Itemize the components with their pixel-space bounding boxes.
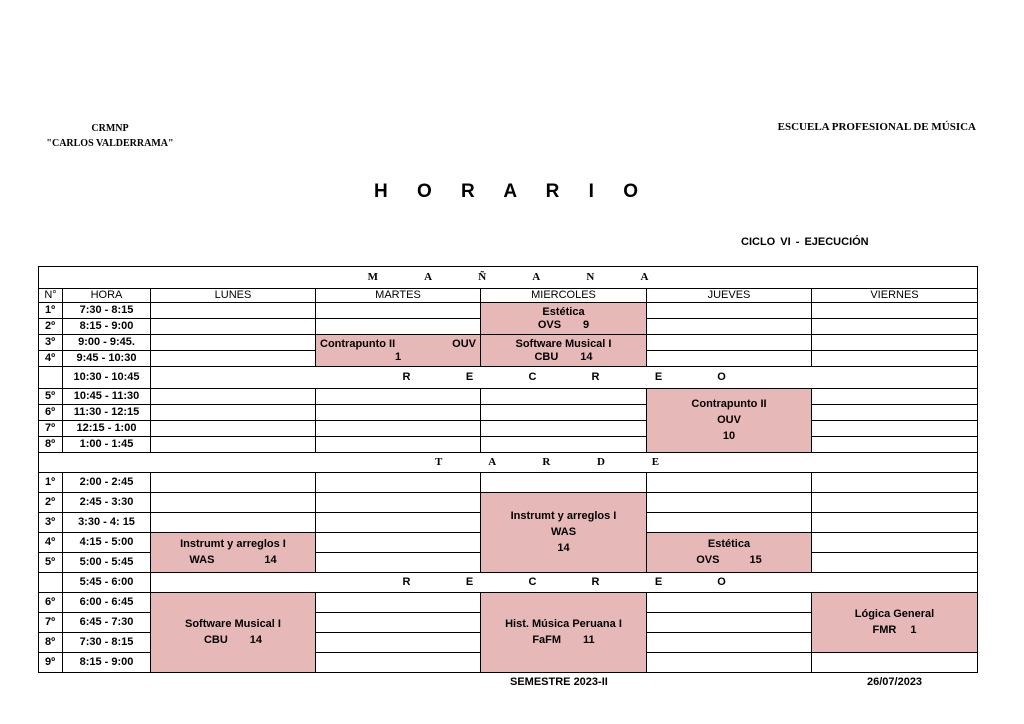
- course-code-room: OVS 9: [537, 318, 590, 331]
- course-code-room: WAS 14: [189, 554, 277, 566]
- period-num: 3º: [39, 335, 63, 351]
- empty-cell: [647, 303, 812, 319]
- empty-cell: [647, 335, 812, 351]
- col-header-hora: HORA: [63, 289, 151, 303]
- semester-label: SEMESTRE 2023-II: [510, 676, 608, 688]
- period-num: 4º: [39, 533, 63, 553]
- period-time: 6:45 - 7:30: [63, 613, 151, 633]
- course-code-room: OVS 15: [696, 554, 762, 566]
- empty-cell: [812, 553, 978, 573]
- empty-cell: [151, 351, 316, 367]
- empty-cell: [647, 473, 812, 493]
- period-time: 6:00 - 6:45: [63, 593, 151, 613]
- table-row: [39, 593, 978, 613]
- course-name: Estética: [542, 305, 585, 318]
- empty-cell: [316, 319, 481, 335]
- empty-cell: [316, 633, 481, 653]
- col-header-num: N°: [39, 289, 63, 303]
- section-afternoon: T A R D E: [39, 453, 978, 473]
- table-row: [39, 405, 978, 421]
- period-num: 9º: [39, 653, 63, 673]
- table-row: [39, 473, 978, 493]
- period-num: 3º: [39, 513, 63, 533]
- empty-cell: [647, 351, 812, 367]
- empty-cell: [481, 421, 647, 437]
- empty-cell: [151, 473, 316, 493]
- header-row: [39, 289, 978, 303]
- page-title: H O R A R I O: [374, 181, 650, 202]
- empty-cell: [481, 389, 647, 405]
- break-row: [39, 573, 978, 593]
- course-cell: [316, 335, 481, 367]
- col-header-martes: MARTES: [316, 289, 481, 303]
- empty-cell: [316, 303, 481, 319]
- empty-cell: [812, 653, 978, 673]
- period-num: 5º: [39, 553, 63, 573]
- empty-cell: [481, 437, 647, 453]
- course-name-code: Contrapunto II OUV: [320, 337, 476, 350]
- period-num: 2º: [39, 493, 63, 513]
- course-code: OUV: [717, 414, 741, 426]
- course-cell: [481, 493, 647, 573]
- empty-cell: [316, 405, 481, 421]
- empty-cell: [647, 613, 812, 633]
- empty-cell: [316, 493, 481, 513]
- break-label: R E C R E O: [151, 573, 978, 593]
- empty-cell: [647, 593, 812, 613]
- empty-cell: [316, 389, 481, 405]
- cycle-label: CICLO VI - EJECUCIÓN: [741, 236, 869, 248]
- course-cell: [481, 593, 647, 673]
- empty-cell: [151, 335, 316, 351]
- empty-cell: [812, 335, 978, 351]
- period-time: 8:15 - 9:00: [63, 653, 151, 673]
- course-name: Instrumt y arreglos I: [510, 510, 617, 522]
- empty-cell: [316, 513, 481, 533]
- course-room: 1: [394, 350, 402, 363]
- period-time: 7:30 - 8:15: [63, 633, 151, 653]
- col-header-lunes: LUNES: [151, 289, 316, 303]
- period-num: 5º: [39, 389, 63, 405]
- table-row: [39, 303, 978, 319]
- empty-cell: [812, 473, 978, 493]
- empty-cell: [647, 513, 812, 533]
- empty-cell: [151, 513, 316, 533]
- period-time: 4:15 - 5:00: [63, 533, 151, 553]
- empty-cell: [316, 473, 481, 493]
- institution-header: [40, 121, 180, 151]
- empty-cell: [812, 405, 978, 421]
- empty-cell: [812, 319, 978, 335]
- course-name: Estética: [707, 538, 751, 550]
- empty-cell: [812, 389, 978, 405]
- break-label: R E C R E O: [151, 367, 978, 389]
- period-time: 8:15 - 9:00: [63, 319, 151, 335]
- empty-cell: [647, 319, 812, 335]
- period-num: 7º: [39, 613, 63, 633]
- period-num: 2º: [39, 319, 63, 335]
- course-code-room: CBU 14: [534, 350, 593, 363]
- section-morning: M A Ñ A N A: [39, 267, 978, 289]
- period-num: 7º: [39, 421, 63, 437]
- empty-cell: [316, 553, 481, 573]
- period-time: 12:15 - 1:00: [63, 421, 151, 437]
- empty-cell: [647, 653, 812, 673]
- period-num: 6º: [39, 593, 63, 613]
- course-name: Software Musical I: [515, 337, 612, 350]
- empty-cell: [151, 405, 316, 421]
- empty-cell: [151, 493, 316, 513]
- schedule-table: [38, 266, 978, 673]
- table-row: [39, 493, 978, 513]
- empty-cell: [481, 473, 647, 493]
- course-code-room: CBU 14: [203, 634, 263, 646]
- period-time: 2:45 - 3:30: [63, 493, 151, 513]
- course-code-room: FaFM 11: [532, 634, 595, 646]
- empty-cell: [316, 613, 481, 633]
- break-row: [39, 367, 978, 389]
- period-time: 5:00 - 5:45: [63, 553, 151, 573]
- table-row: [39, 437, 978, 453]
- course-code-room: FMR 1: [872, 624, 917, 636]
- empty-cell: [316, 421, 481, 437]
- course-room: 10: [722, 430, 736, 442]
- period-num: 1º: [39, 473, 63, 493]
- empty-cell: [812, 437, 978, 453]
- period-num: 8º: [39, 437, 63, 453]
- empty-cell: [151, 421, 316, 437]
- empty-cell: [151, 389, 316, 405]
- date-label: 26/07/2023: [867, 676, 923, 688]
- empty-cell: [647, 493, 812, 513]
- course-name: Hist. Música Peruana I: [505, 618, 622, 630]
- course-cell: [481, 335, 647, 367]
- period-time: 2:00 - 2:45: [63, 473, 151, 493]
- table-row: [39, 421, 978, 437]
- period-time: 3:30 - 4: 15: [63, 513, 151, 533]
- course-cell: [151, 533, 316, 573]
- course-name: Instrumt y arreglos I: [180, 538, 286, 550]
- col-header-jueves: JUEVES: [647, 289, 812, 303]
- period-time: 11:30 - 12:15: [63, 405, 151, 421]
- period-time: 10:30 - 10:45: [63, 367, 151, 389]
- empty-cell: [481, 405, 647, 421]
- course-room: 14: [557, 542, 570, 554]
- empty-cell: [812, 421, 978, 437]
- empty-cell: [812, 533, 978, 553]
- empty-cell: [812, 513, 978, 533]
- course-cell: [151, 593, 316, 673]
- empty-cell: [812, 493, 978, 513]
- empty-cell: [647, 633, 812, 653]
- table-row: [39, 335, 978, 351]
- table-row: [39, 389, 978, 405]
- course-cell: [647, 533, 812, 573]
- empty-cell: [316, 533, 481, 553]
- empty-cell: [39, 367, 63, 389]
- course-code: WAS: [550, 526, 577, 538]
- period-time: 10:45 - 11:30: [63, 389, 151, 405]
- empty-cell: [39, 573, 63, 593]
- col-header-viernes: VIERNES: [812, 289, 978, 303]
- course-cell: [812, 593, 978, 653]
- empty-cell: [316, 593, 481, 613]
- period-num: 6º: [39, 405, 63, 421]
- period-num: 1º: [39, 303, 63, 319]
- empty-cell: [151, 303, 316, 319]
- course-name: Contrapunto II: [691, 398, 767, 410]
- period-num: 8º: [39, 633, 63, 653]
- empty-cell: [316, 653, 481, 673]
- empty-cell: [151, 319, 316, 335]
- empty-cell: [316, 437, 481, 453]
- empty-cell: [812, 303, 978, 319]
- period-time: 5:45 - 6:00: [63, 573, 151, 593]
- course-cell: [647, 389, 812, 453]
- school-name: ESCUELA PROFESIONAL DE MÚSICA: [777, 121, 976, 133]
- course-cell: [481, 303, 647, 335]
- period-time: 9:00 - 9:45.: [63, 335, 151, 351]
- empty-cell: [812, 351, 978, 367]
- institution-acronym: CRMNP: [91, 123, 129, 134]
- period-time: 9:45 - 10:30: [63, 351, 151, 367]
- period-num: 4º: [39, 351, 63, 367]
- period-time: 1:00 - 1:45: [63, 437, 151, 453]
- period-time: 7:30 - 8:15: [63, 303, 151, 319]
- col-header-miercoles: MIERCOLES: [481, 289, 647, 303]
- course-name: Software Musical I: [185, 618, 281, 630]
- course-name: Lógica General: [854, 608, 935, 620]
- empty-cell: [151, 437, 316, 453]
- institution-name: "CARLOS VALDERRAMA": [46, 138, 174, 149]
